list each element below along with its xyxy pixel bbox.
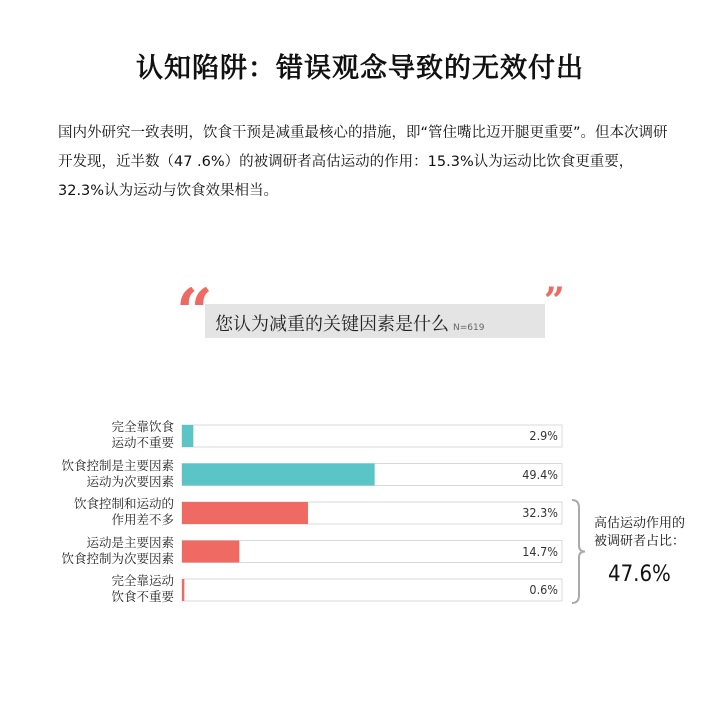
bar-category-label-line: 运动为次要因素: [86, 473, 174, 489]
bar: [182, 541, 239, 563]
question-label: 您认为减重的关键因素是什么: [215, 314, 449, 335]
bar-category-label: [48, 573, 174, 605]
bar-category-label-line: 饮食不重要: [111, 589, 174, 604]
side-note: [594, 515, 685, 551]
bar-category-label: [48, 458, 174, 490]
bar-category-label: [48, 496, 174, 528]
bar-category-label-line: 作用差不多: [111, 512, 174, 527]
bar-category-label-line: 饮食控制和运动的: [73, 496, 174, 511]
side-note-value: 47.6%: [608, 562, 671, 587]
group-bracket: [572, 500, 585, 603]
bar-category-label: [48, 419, 174, 451]
bar-category-label-line: 完全靠运动: [111, 573, 174, 588]
bar: [182, 579, 184, 601]
open-quote-icon: “: [176, 275, 213, 350]
bar-category-label-line: 运动是主要因素: [86, 534, 174, 550]
page-title: 认知陷阱：错误观念导致的无效付出: [136, 53, 584, 84]
bar-category-label-line: 运动不重要: [111, 435, 174, 450]
bar: [182, 425, 193, 447]
side-note-line2: 被调研者占比：: [594, 534, 686, 549]
close-quote-icon: ”: [544, 280, 565, 322]
bar-category-label-line: 完全靠饮食: [111, 419, 174, 434]
bar: [182, 464, 375, 486]
bar: [182, 502, 308, 524]
side-note-line1: 高估运动作用的: [594, 516, 686, 531]
bar-value-label: 2.9%: [529, 428, 558, 443]
intro-paragraph: 国内外研究一致表明，饮食干预是减重最核心的措施，即“管住嘴比迈开腿更重要”。但本次调研开发现，近半数（47 .6%）的被调研者高估运动的作用：15.3%认为运动比饮食更重要，32.3%认为运动与饮食效果相当。: [58, 125, 668, 199]
bar-category-label: [48, 535, 174, 567]
bar-category-label-line: 饮食控制是主要因素: [61, 457, 174, 473]
bar-value-label: 0.6%: [529, 582, 558, 597]
bar-value-label: 32.3%: [522, 505, 558, 520]
bar-category-label-line: 饮食控制为次要因素: [61, 550, 174, 566]
bar-value-label: 49.4%: [522, 466, 558, 482]
sample-size: N=619: [453, 323, 485, 333]
bar-value-label: 14.7%: [522, 543, 558, 559]
